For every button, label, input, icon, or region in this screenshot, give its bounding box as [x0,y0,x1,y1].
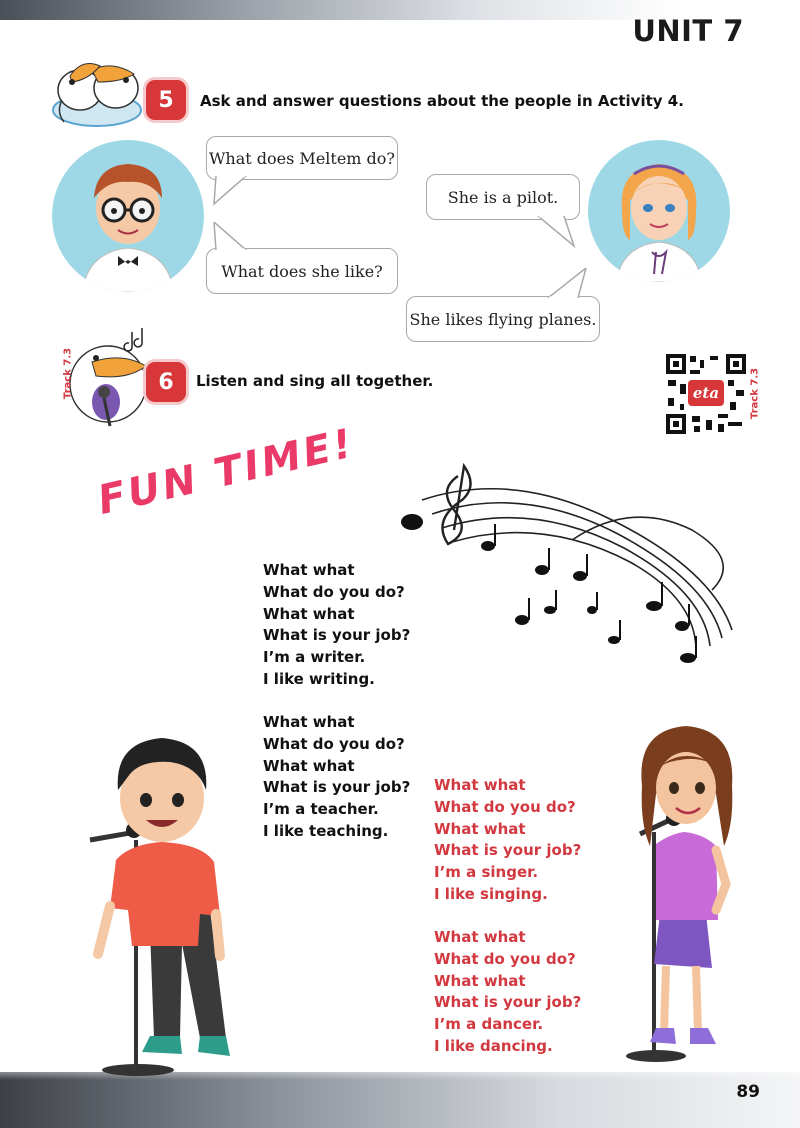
girl-singer-icon [600,714,750,1064]
verse-1-line: What what [263,604,355,623]
speech-bubble-question-1: What does Meltem do? [206,136,398,180]
verse-2-line: What what [263,713,355,731]
music-notes-icon [392,460,752,670]
girl-portrait [588,140,730,282]
verse-1-line: What is your job? [263,626,411,645]
verse-3-line: What is your job? [434,841,582,860]
verse-4-line: What is your job? [434,993,582,1012]
verse-2-line: I’m a teacher. [263,800,379,819]
song-verse-2 [263,712,410,843]
verse-1-line: What do you do? [263,582,405,601]
verse-1-line: I like writing. [263,669,375,688]
girl-avatar-icon [588,140,730,282]
bottom-decor-bar [0,1072,800,1128]
pelican-mascot-icon [42,52,152,132]
boy-singer-icon [70,720,240,1078]
activity-5-instruction: Ask and answer questions about the people in Activity 4. [200,92,684,110]
verse-3-line: I like singing. [434,884,548,903]
activity-6-instruction: Listen and sing all together. [196,372,434,390]
verse-1-line: I’m a writer. [263,648,366,667]
speech-bubble-answer-2: She likes flying planes. [406,296,600,342]
qr-code[interactable] [666,354,746,434]
verse-2-line: What is your job? [263,778,411,797]
verse-4-line: I’m a dancer. [434,1015,544,1034]
bubble-tail-2 [534,216,578,248]
verse-3-line: What what [434,819,526,838]
verse-3-line: What what [434,776,526,794]
page-number: 89 [736,1082,760,1102]
song-verse-3 [434,775,581,906]
boy-portrait [52,140,204,292]
verse-4-line: What what [434,928,526,946]
bubble-tail-3 [212,222,252,250]
activity-5-number-badge: 5 [146,80,186,120]
bubble-tail-4 [544,268,590,298]
verse-3-line: What do you do? [434,797,576,816]
qr-track-label: Track 7.3 [749,367,761,420]
track-label-left: Track 7.3 [62,347,74,400]
verse-4-line: What do you do? [434,949,576,968]
boy-avatar-icon [52,140,204,292]
fun-time-title: FUN TIME! [93,420,360,524]
unit-title: UNIT 7 [632,14,744,48]
qr-brand-logo: eta [688,380,724,406]
bubble-tail-1 [212,176,252,206]
speech-bubble-answer-1: She is a pilot. [426,174,580,220]
verse-2-line: What what [263,756,355,775]
song-verse-4 [434,927,581,1058]
verse-2-line: I like teaching. [263,821,389,840]
verse-4-line: I like dancing. [434,1036,553,1055]
song-verse-1 [263,560,410,691]
activity-6-number-badge: 6 [146,362,186,402]
verse-3-line: I’m a singer. [434,863,539,882]
verse-2-line: What do you do? [263,734,405,753]
verse-4-line: What what [434,971,526,990]
speech-bubble-question-2: What does she like? [206,248,398,294]
verse-1-line: What what [263,561,355,579]
